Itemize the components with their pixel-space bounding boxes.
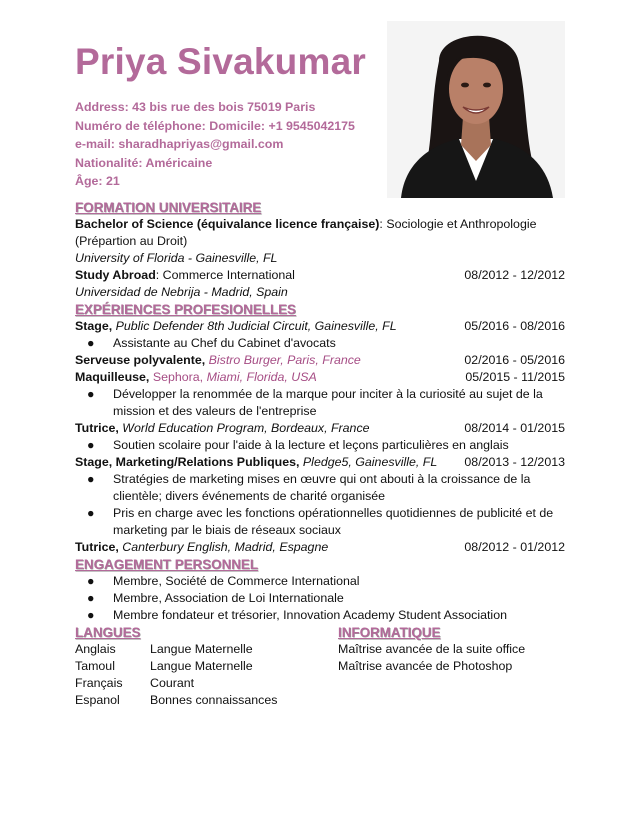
bullet-item	[75, 573, 565, 590]
study-abroad-dates: 08/2012 - 12/2012	[464, 268, 565, 282]
experience-item	[75, 369, 565, 386]
language-level: Courant	[150, 676, 195, 690]
languages-computing-heading-row	[75, 624, 565, 641]
language-name: Français	[75, 676, 123, 690]
experience-dates: 05/2015 - 11/2015	[465, 370, 565, 384]
experience-dates: 08/2012 - 01/2012	[464, 540, 565, 554]
bullet-item	[75, 607, 565, 624]
bullet-icon: ●	[87, 591, 95, 605]
experience-org-brand: Sephora,	[152, 370, 204, 384]
language-name: Anglais	[75, 642, 116, 656]
bullet-continuation: marketing par le biais de réseaux sociaux	[113, 523, 341, 537]
resume-body	[75, 199, 565, 709]
experience-item	[75, 420, 565, 437]
bullet-text: Développer la renommée de la marque pour inciter à la curiosité au sujet de la	[113, 387, 543, 401]
bullet-text: Membre fondateur et trésorier, Innovation Academy Student Association	[113, 608, 507, 622]
bullet-icon: ●	[87, 438, 95, 452]
study-abroad-line	[75, 267, 565, 284]
experience-dates: 08/2014 - 01/2015	[464, 421, 565, 435]
experience-org: Bistro Burger, Paris, France	[208, 353, 361, 367]
bullet-item	[75, 505, 565, 522]
age-line: Âge: 21	[75, 174, 120, 188]
bullet-icon: ●	[87, 336, 95, 350]
languages-heading: LANGUES	[75, 625, 141, 640]
contact-block	[75, 98, 355, 191]
computing-heading: INFORMATIQUE	[338, 625, 441, 640]
education-heading: FORMATION UNIVERSITAIRE	[75, 200, 262, 215]
language-level: Bonnes connaissances	[150, 693, 278, 707]
experience-org: Canterbury English, Madrid, Espagne	[122, 540, 329, 554]
bullet-continuation: clientèle; divers événements de charité organisée	[113, 489, 386, 503]
experience-role: Tutrice,	[75, 421, 119, 435]
profile-photo	[387, 21, 565, 198]
school-nebrija: Universidad de Nebrija - Madrid, Spain	[75, 285, 288, 299]
experience-org: Public Defender 8th Judicial Circuit, Gainesville, FL	[115, 319, 397, 333]
language-name: Espanol	[75, 693, 120, 707]
bullet-text: Membre, Association de Loi Internationale	[113, 591, 344, 605]
language-row	[75, 641, 565, 658]
address-line: Address: 43 bis rue des bois 75019 Paris	[75, 100, 316, 114]
experience-heading: EXPÉRIENCES PROFESIONELLES	[75, 302, 296, 317]
portrait-illustration	[387, 21, 565, 198]
candidate-name: Priya Sivakumar	[75, 41, 366, 82]
bullet-text: Assistante au Chef du Cabinet d'avocats	[113, 336, 336, 350]
degree-colon: :	[379, 217, 383, 231]
bullet-icon: ●	[87, 608, 95, 622]
language-level: Langue Maternelle	[150, 659, 253, 673]
computing-skill: Maîtrise avancée de Photoshop	[338, 659, 513, 673]
experience-item	[75, 454, 565, 471]
language-name: Tamoul	[75, 659, 115, 673]
bullet-icon: ●	[87, 506, 95, 520]
bullet-text: Pris en charge avec les fonctions opérationnelles quotidiennes de publicité et de	[113, 506, 554, 520]
bullet-text: Membre, Société de Commerce International	[113, 574, 360, 588]
experience-dates: 08/2013 - 12/2013	[464, 455, 565, 469]
bullet-item	[75, 437, 565, 454]
language-level: Langue Maternelle	[150, 642, 253, 656]
experience-org: World Education Program, Bordeaux, France	[122, 421, 370, 435]
experience-item	[75, 352, 565, 369]
bullet-item	[75, 471, 565, 488]
bullet-text: Stratégies de marketing mises en œuvre qui ont abouti à la croissance de la	[113, 472, 531, 486]
degree-continuation: (Prépartion au Droit)	[75, 234, 188, 248]
nationality-line: Nationalité: Américaine	[75, 155, 213, 170]
study-abroad-title: Study Abroad	[75, 268, 156, 282]
experience-dates: 05/2016 - 08/2016	[464, 319, 565, 333]
degree-title: Bachelor of Science (équivalance licence française)	[75, 217, 380, 231]
bullet-continuation: mission et des valeurs de l'entreprise	[113, 404, 317, 418]
degree-line	[75, 216, 565, 233]
bullet-icon: ●	[87, 472, 95, 486]
bullet-item	[75, 386, 565, 403]
computing-skill: Maîtrise avancée de la suite office	[338, 642, 526, 656]
bullet-item	[75, 335, 565, 352]
phone-line: Numéro de téléphone: Domicile: +1 9545042175	[75, 118, 355, 133]
experience-role: Maquilleuse,	[75, 370, 150, 384]
experience-dates: 02/2016 - 05/2016	[464, 353, 565, 367]
experience-org-location: Miami, Florida, USA	[206, 370, 317, 384]
resume-page	[75, 0, 565, 826]
experience-role: Serveuse polyvalente,	[75, 353, 206, 367]
bullet-text: Soutien scolaire pour l'aide à la lecture et leçons particulières en anglais	[113, 438, 509, 452]
bullet-icon: ●	[87, 574, 95, 588]
experience-role: Stage, Marketing/Relations Publiques,	[75, 455, 300, 469]
language-row	[75, 675, 565, 692]
experience-role: Tutrice,	[75, 540, 119, 554]
experience-item	[75, 539, 565, 556]
bullet-icon: ●	[87, 387, 95, 401]
school-florida: University of Florida - Gainesville, FL	[75, 251, 278, 265]
study-abroad-subject: : Commerce International	[155, 268, 295, 282]
email-line: e-mail: sharadhapriyas@gmail.com	[75, 137, 284, 151]
degree-fields: Sociologie et Anthropologie	[386, 217, 537, 231]
bullet-item	[75, 590, 565, 607]
experience-role: Stage,	[75, 319, 113, 333]
language-row	[75, 658, 565, 675]
language-row	[75, 692, 565, 709]
engagement-heading: ENGAGEMENT PERSONNEL	[75, 557, 259, 572]
experience-org: Pledge5, Gainesville, FL	[302, 455, 438, 469]
experience-item	[75, 318, 565, 335]
